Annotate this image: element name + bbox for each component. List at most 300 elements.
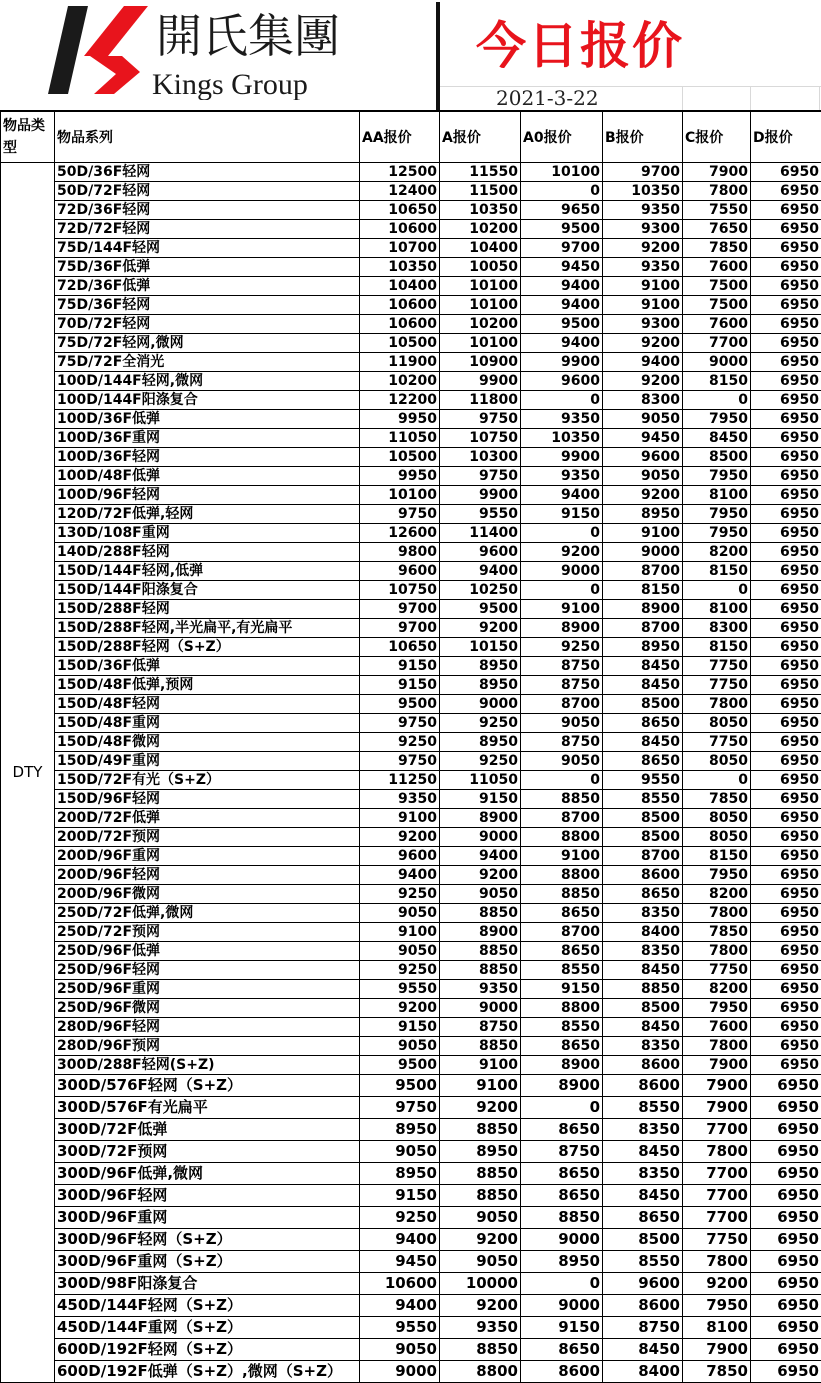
table-row xyxy=(1,714,821,733)
price-cell: 10100 xyxy=(440,277,521,296)
product-series-cell: 250D/72F低弹,微网 xyxy=(55,904,360,923)
product-type-cell: DTY xyxy=(1,163,55,1383)
price-cell: 0 xyxy=(683,581,751,600)
price-cell: 10650 xyxy=(360,638,440,657)
price-cell: 9150 xyxy=(521,505,603,524)
price-cell: 8050 xyxy=(683,714,751,733)
price-cell: 9550 xyxy=(603,771,683,790)
product-series-cell: 150D/48F微网 xyxy=(55,733,360,752)
column-header: 物品类型 xyxy=(1,112,55,163)
price-cell: 8800 xyxy=(440,1361,521,1383)
price-cell: 11050 xyxy=(360,429,440,448)
price-cell: 9600 xyxy=(360,562,440,581)
price-cell: 9150 xyxy=(360,676,440,695)
product-series-cell: 150D/96F轻网 xyxy=(55,790,360,809)
price-cell: 9050 xyxy=(360,1339,440,1361)
product-series-cell: 280D/96F预网 xyxy=(55,1037,360,1056)
price-cell: 9000 xyxy=(603,543,683,562)
price-cell: 6950 xyxy=(751,999,821,1018)
price-cell: 9400 xyxy=(521,334,603,353)
price-cell: 6950 xyxy=(751,752,821,771)
price-table-container xyxy=(0,110,821,1379)
price-cell: 8550 xyxy=(603,1251,683,1273)
price-cell: 10700 xyxy=(360,239,440,258)
price-cell: 8150 xyxy=(683,372,751,391)
price-cell: 6950 xyxy=(751,505,821,524)
price-cell: 6950 xyxy=(751,923,821,942)
price-cell: 8850 xyxy=(440,1037,521,1056)
price-cell: 9400 xyxy=(603,353,683,372)
product-series-cell: 300D/98F阳涤复合 xyxy=(55,1273,360,1295)
price-cell: 7850 xyxy=(683,790,751,809)
price-cell: 10350 xyxy=(521,429,603,448)
price-cell: 9700 xyxy=(603,163,683,182)
price-cell: 8750 xyxy=(521,733,603,752)
price-cell: 9900 xyxy=(440,372,521,391)
price-cell: 6950 xyxy=(751,980,821,999)
price-cell: 6950 xyxy=(751,372,821,391)
price-cell: 8350 xyxy=(603,1163,683,1185)
product-series-cell: 300D/96F重网 xyxy=(55,1207,360,1229)
price-cell: 8700 xyxy=(603,619,683,638)
svg-text:開氏集團: 開氏集團 xyxy=(156,9,340,63)
product-series-cell: 200D/72F低弹 xyxy=(55,809,360,828)
price-cell: 8850 xyxy=(521,790,603,809)
price-cell: 9050 xyxy=(360,942,440,961)
price-cell: 9750 xyxy=(360,752,440,771)
price-cell: 9150 xyxy=(521,1317,603,1339)
price-cell: 8750 xyxy=(521,1141,603,1163)
table-header-row xyxy=(1,112,821,163)
price-cell: 6950 xyxy=(751,1317,821,1339)
price-cell: 9600 xyxy=(603,448,683,467)
price-cell: 9000 xyxy=(521,1229,603,1251)
product-series-cell: 300D/96F轻网（S+Z） xyxy=(55,1229,360,1251)
price-cell: 10600 xyxy=(360,315,440,334)
price-cell: 9250 xyxy=(360,885,440,904)
price-cell: 9100 xyxy=(440,1075,521,1097)
table-row xyxy=(1,1163,821,1185)
price-cell: 6950 xyxy=(751,429,821,448)
price-cell: 9700 xyxy=(521,239,603,258)
price-cell: 6950 xyxy=(751,828,821,847)
product-series-cell: 72D/72F轻网 xyxy=(55,220,360,239)
price-cell: 7900 xyxy=(683,1097,751,1119)
price-cell: 6950 xyxy=(751,1273,821,1295)
price-table xyxy=(0,111,821,1383)
table-row xyxy=(1,676,821,695)
table-row xyxy=(1,980,821,999)
price-cell: 9400 xyxy=(521,486,603,505)
price-cell: 8700 xyxy=(603,847,683,866)
price-cell: 9450 xyxy=(603,429,683,448)
table-row xyxy=(1,1339,821,1361)
price-cell: 8450 xyxy=(603,676,683,695)
price-cell: 8900 xyxy=(521,1056,603,1075)
price-cell: 10200 xyxy=(440,220,521,239)
table-row xyxy=(1,1207,821,1229)
price-cell: 9750 xyxy=(440,467,521,486)
price-cell: 7950 xyxy=(683,999,751,1018)
price-cell: 6950 xyxy=(751,543,821,562)
table-row xyxy=(1,1141,821,1163)
price-cell: 9750 xyxy=(360,714,440,733)
price-cell: 8800 xyxy=(521,866,603,885)
product-series-cell: 50D/72F轻网 xyxy=(55,182,360,201)
price-cell: 9250 xyxy=(360,733,440,752)
table-row xyxy=(1,619,821,638)
price-cell: 8450 xyxy=(603,733,683,752)
price-cell: 8450 xyxy=(603,1141,683,1163)
table-row xyxy=(1,733,821,752)
product-series-cell: 150D/288F轻网,半光扁平,有光扁平 xyxy=(55,619,360,638)
table-row xyxy=(1,220,821,239)
price-cell: 9350 xyxy=(360,790,440,809)
product-series-cell: 150D/288F轻网（S+Z） xyxy=(55,638,360,657)
table-row xyxy=(1,866,821,885)
kings-group-logo xyxy=(44,2,344,100)
price-cell: 11050 xyxy=(440,771,521,790)
price-cell: 6950 xyxy=(751,524,821,543)
table-row xyxy=(1,771,821,790)
price-cell: 9000 xyxy=(521,562,603,581)
price-cell: 6950 xyxy=(751,942,821,961)
table-row xyxy=(1,904,821,923)
price-cell: 8650 xyxy=(603,714,683,733)
price-cell: 7950 xyxy=(683,1295,751,1317)
table-row xyxy=(1,429,821,448)
price-cell: 6950 xyxy=(751,1185,821,1207)
price-cell: 9350 xyxy=(603,258,683,277)
price-cell: 11250 xyxy=(360,771,440,790)
price-cell: 6950 xyxy=(751,1229,821,1251)
price-cell: 7600 xyxy=(683,315,751,334)
table-row xyxy=(1,790,821,809)
table-row xyxy=(1,695,821,714)
product-series-cell: 280D/96F轻网 xyxy=(55,1018,360,1037)
price-cell: 6950 xyxy=(751,695,821,714)
price-cell: 0 xyxy=(521,524,603,543)
price-cell: 6950 xyxy=(751,201,821,220)
product-series-cell: 600D/192F轻网（S+Z） xyxy=(55,1339,360,1361)
table-row xyxy=(1,1056,821,1075)
product-series-cell: 75D/36F低弹 xyxy=(55,258,360,277)
product-series-cell: 75D/72F轻网,微网 xyxy=(55,334,360,353)
price-cell: 8200 xyxy=(683,980,751,999)
price-cell: 9250 xyxy=(521,638,603,657)
table-row xyxy=(1,201,821,220)
product-series-cell: 75D/36F轻网 xyxy=(55,296,360,315)
price-cell: 9150 xyxy=(521,980,603,999)
price-cell: 8550 xyxy=(521,961,603,980)
price-cell: 10600 xyxy=(360,296,440,315)
price-cell: 8800 xyxy=(521,999,603,1018)
price-cell: 8850 xyxy=(440,961,521,980)
price-cell: 8550 xyxy=(603,790,683,809)
price-cell: 8600 xyxy=(603,1056,683,1075)
price-cell: 9250 xyxy=(360,1207,440,1229)
product-series-cell: 250D/96F低弹 xyxy=(55,942,360,961)
price-cell: 8150 xyxy=(683,638,751,657)
price-cell: 11500 xyxy=(440,182,521,201)
product-series-cell: 150D/144F轻网,低弹 xyxy=(55,562,360,581)
price-cell: 7750 xyxy=(683,1229,751,1251)
price-cell: 8200 xyxy=(683,543,751,562)
price-cell: 8850 xyxy=(440,1119,521,1141)
product-series-cell: 50D/36F轻网 xyxy=(55,163,360,182)
product-series-cell: 75D/144F轻网 xyxy=(55,239,360,258)
table-row xyxy=(1,182,821,201)
price-cell: 9150 xyxy=(440,790,521,809)
price-cell: 7800 xyxy=(683,695,751,714)
price-cell: 9100 xyxy=(521,847,603,866)
table-body xyxy=(1,163,821,1383)
price-cell: 9100 xyxy=(603,524,683,543)
price-cell: 8450 xyxy=(603,657,683,676)
price-cell: 9500 xyxy=(521,220,603,239)
price-cell: 9200 xyxy=(521,543,603,562)
product-series-cell: 200D/96F微网 xyxy=(55,885,360,904)
product-series-cell: 450D/144F轻网（S+Z） xyxy=(55,1295,360,1317)
table-row xyxy=(1,809,821,828)
price-cell: 9600 xyxy=(360,847,440,866)
price-cell: 8900 xyxy=(603,600,683,619)
price-cell: 7850 xyxy=(683,1361,751,1383)
price-cell: 8450 xyxy=(603,1339,683,1361)
price-cell: 8300 xyxy=(683,619,751,638)
price-cell: 9150 xyxy=(360,657,440,676)
price-cell: 9650 xyxy=(521,201,603,220)
price-cell: 9400 xyxy=(360,1295,440,1317)
product-series-cell: 300D/96F轻网 xyxy=(55,1185,360,1207)
price-cell: 8450 xyxy=(603,1018,683,1037)
product-series-cell: 150D/49F重网 xyxy=(55,752,360,771)
price-cell: 9200 xyxy=(440,619,521,638)
product-series-cell: 300D/576F有光扁平 xyxy=(55,1097,360,1119)
price-cell: 6950 xyxy=(751,1361,821,1383)
price-cell: 8900 xyxy=(521,619,603,638)
price-cell: 7950 xyxy=(683,505,751,524)
price-cell: 8050 xyxy=(683,752,751,771)
product-series-cell: 72D/36F低弹 xyxy=(55,277,360,296)
price-cell: 10100 xyxy=(440,334,521,353)
price-cell: 7600 xyxy=(683,258,751,277)
header-divider xyxy=(436,2,440,110)
price-cell: 6950 xyxy=(751,733,821,752)
price-cell: 10400 xyxy=(360,277,440,296)
table-row xyxy=(1,752,821,771)
price-cell: 9350 xyxy=(603,201,683,220)
product-series-cell: 72D/36F轻网 xyxy=(55,201,360,220)
price-cell: 8950 xyxy=(521,1251,603,1273)
price-cell: 8800 xyxy=(521,828,603,847)
table-row xyxy=(1,923,821,942)
price-cell: 9000 xyxy=(360,1361,440,1383)
price-cell: 9100 xyxy=(603,277,683,296)
price-cell: 8750 xyxy=(521,676,603,695)
price-cell: 9200 xyxy=(440,1295,521,1317)
price-cell: 10150 xyxy=(440,638,521,657)
product-series-cell: 100D/96F轻网 xyxy=(55,486,360,505)
price-cell: 8500 xyxy=(603,1229,683,1251)
table-row xyxy=(1,258,821,277)
price-cell: 8500 xyxy=(603,828,683,847)
price-cell: 7900 xyxy=(683,163,751,182)
price-cell: 10300 xyxy=(440,448,521,467)
price-cell: 9550 xyxy=(360,1317,440,1339)
price-cell: 6950 xyxy=(751,1119,821,1141)
price-cell: 9400 xyxy=(360,1229,440,1251)
price-cell: 8100 xyxy=(683,1317,751,1339)
price-cell: 9100 xyxy=(440,1056,521,1075)
price-cell: 6950 xyxy=(751,885,821,904)
table-row xyxy=(1,163,821,182)
price-cell: 6950 xyxy=(751,296,821,315)
product-series-cell: 100D/36F低弹 xyxy=(55,410,360,429)
product-series-cell: 100D/36F轻网 xyxy=(55,448,360,467)
price-cell: 9050 xyxy=(521,714,603,733)
price-cell: 9700 xyxy=(360,600,440,619)
price-cell: 9200 xyxy=(440,1229,521,1251)
price-cell: 9000 xyxy=(440,695,521,714)
price-cell: 10100 xyxy=(521,163,603,182)
product-series-cell: 150D/48F轻网 xyxy=(55,695,360,714)
price-cell: 7500 xyxy=(683,296,751,315)
price-cell: 6950 xyxy=(751,790,821,809)
price-cell: 9950 xyxy=(360,467,440,486)
price-cell: 7800 xyxy=(683,1141,751,1163)
price-cell: 8400 xyxy=(603,923,683,942)
price-cell: 8350 xyxy=(603,1037,683,1056)
price-cell: 8950 xyxy=(440,657,521,676)
page-title: 今日报价 xyxy=(476,16,684,76)
price-cell: 0 xyxy=(683,771,751,790)
table-row xyxy=(1,410,821,429)
price-cell: 8650 xyxy=(603,885,683,904)
price-cell: 8350 xyxy=(603,1119,683,1141)
price-cell: 6950 xyxy=(751,1339,821,1361)
price-cell: 9500 xyxy=(521,315,603,334)
quote-date: 2021-3-22 xyxy=(496,86,599,110)
price-cell: 9200 xyxy=(440,866,521,885)
price-cell: 8950 xyxy=(440,733,521,752)
price-cell: 9700 xyxy=(360,619,440,638)
product-series-cell: 100D/36F重网 xyxy=(55,429,360,448)
price-cell: 7900 xyxy=(683,1056,751,1075)
price-cell: 8650 xyxy=(603,1207,683,1229)
price-cell: 6950 xyxy=(751,1056,821,1075)
column-header: D报价 xyxy=(751,112,821,163)
price-cell: 8500 xyxy=(683,448,751,467)
price-cell: 12400 xyxy=(360,182,440,201)
price-cell: 7900 xyxy=(683,1339,751,1361)
price-cell: 7950 xyxy=(683,467,751,486)
price-cell: 9550 xyxy=(440,505,521,524)
price-cell: 6950 xyxy=(751,410,821,429)
table-row xyxy=(1,847,821,866)
page-header xyxy=(0,0,821,110)
price-cell: 6950 xyxy=(751,1037,821,1056)
price-cell: 6950 xyxy=(751,638,821,657)
table-row xyxy=(1,999,821,1018)
price-cell: 6950 xyxy=(751,961,821,980)
product-series-cell: 300D/96F低弹,微网 xyxy=(55,1163,360,1185)
price-cell: 6950 xyxy=(751,1163,821,1185)
price-cell: 7800 xyxy=(683,1251,751,1273)
price-cell: 10600 xyxy=(360,220,440,239)
price-cell: 6950 xyxy=(751,1018,821,1037)
price-cell: 9400 xyxy=(440,562,521,581)
table-row xyxy=(1,638,821,657)
price-cell: 9050 xyxy=(603,410,683,429)
price-cell: 8550 xyxy=(603,1097,683,1119)
price-cell: 9100 xyxy=(360,809,440,828)
price-cell: 10750 xyxy=(360,581,440,600)
price-cell: 7800 xyxy=(683,942,751,961)
price-cell: 6950 xyxy=(751,809,821,828)
price-cell: 10500 xyxy=(360,448,440,467)
product-series-cell: 200D/72F预网 xyxy=(55,828,360,847)
price-cell: 9000 xyxy=(440,999,521,1018)
price-cell: 6950 xyxy=(751,467,821,486)
price-cell: 6950 xyxy=(751,448,821,467)
table-row xyxy=(1,448,821,467)
price-cell: 10200 xyxy=(440,315,521,334)
price-cell: 11400 xyxy=(440,524,521,543)
price-cell: 8450 xyxy=(683,429,751,448)
price-cell: 6950 xyxy=(751,676,821,695)
price-cell: 9500 xyxy=(360,1075,440,1097)
price-cell: 8950 xyxy=(603,638,683,657)
price-cell: 9350 xyxy=(440,1317,521,1339)
price-cell: 9500 xyxy=(440,600,521,619)
price-cell: 10000 xyxy=(440,1273,521,1295)
table-row xyxy=(1,581,821,600)
price-cell: 7900 xyxy=(683,1075,751,1097)
product-series-cell: 250D/72F预网 xyxy=(55,923,360,942)
price-cell: 8700 xyxy=(521,695,603,714)
price-cell: 7750 xyxy=(683,961,751,980)
price-cell: 8700 xyxy=(603,562,683,581)
price-cell: 8850 xyxy=(440,904,521,923)
price-cell: 8100 xyxy=(683,486,751,505)
price-cell: 10100 xyxy=(440,296,521,315)
price-cell: 6950 xyxy=(751,182,821,201)
table-row xyxy=(1,334,821,353)
price-cell: 8700 xyxy=(521,923,603,942)
price-cell: 9400 xyxy=(360,866,440,885)
price-cell: 12500 xyxy=(360,163,440,182)
product-series-cell: 150D/144F阳涤复合 xyxy=(55,581,360,600)
column-header: A报价 xyxy=(440,112,521,163)
price-cell: 6950 xyxy=(751,847,821,866)
price-cell: 8600 xyxy=(603,1075,683,1097)
product-series-cell: 75D/72F全消光 xyxy=(55,353,360,372)
price-cell: 9550 xyxy=(360,980,440,999)
price-cell: 8700 xyxy=(521,809,603,828)
table-row xyxy=(1,1251,821,1273)
product-series-cell: 300D/288F轻网(S+Z) xyxy=(55,1056,360,1075)
price-cell: 9500 xyxy=(360,1056,440,1075)
table-row xyxy=(1,315,821,334)
price-cell: 10350 xyxy=(603,182,683,201)
price-cell: 9600 xyxy=(603,1273,683,1295)
price-cell: 7700 xyxy=(683,1185,751,1207)
price-cell: 9100 xyxy=(603,296,683,315)
price-cell: 6950 xyxy=(751,315,821,334)
price-cell: 6950 xyxy=(751,581,821,600)
price-cell: 8650 xyxy=(603,752,683,771)
